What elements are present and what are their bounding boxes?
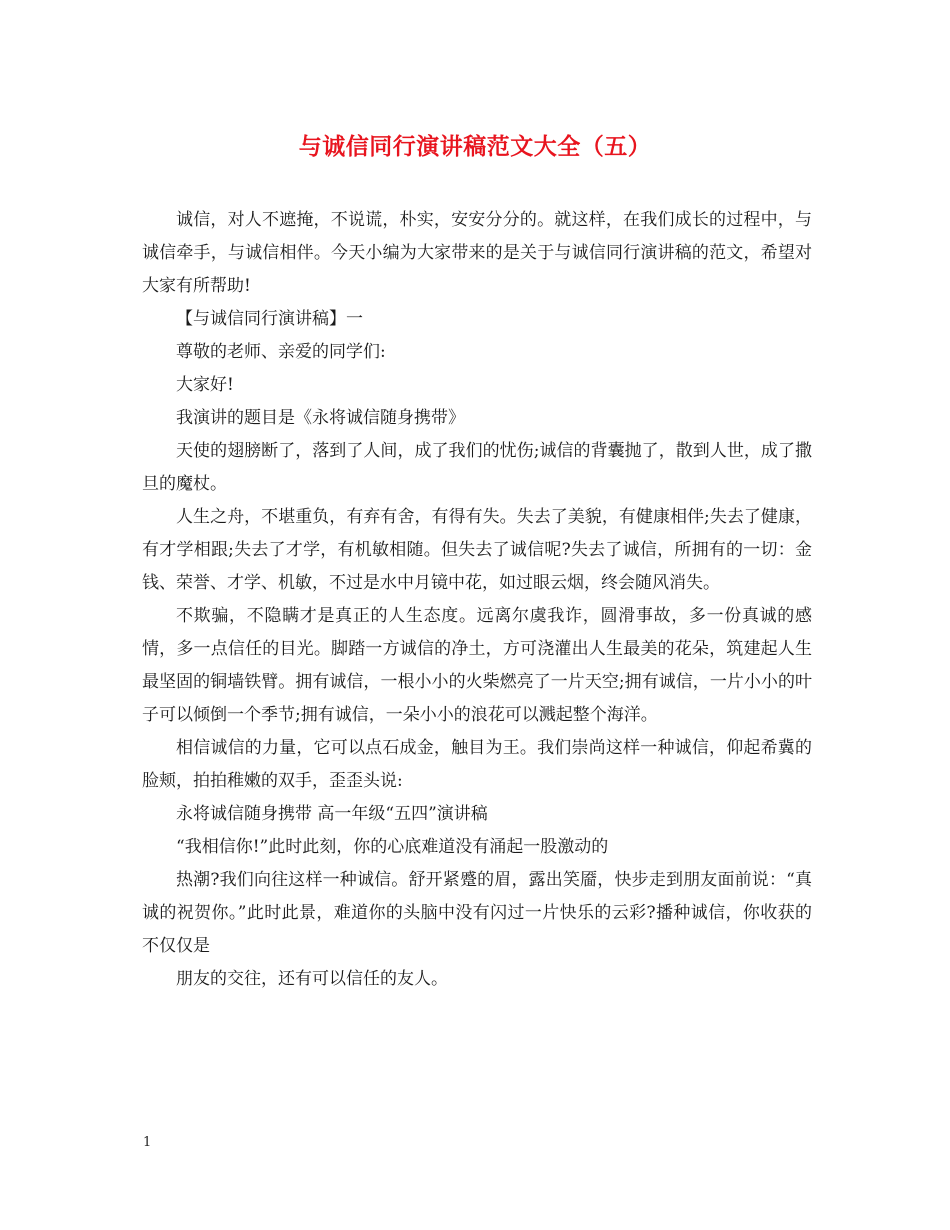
- document-body: [142, 204, 812, 996]
- paragraph-power-of-honesty: 相信诚信的力量，它可以点石成金，触目为王。我们崇尚这样一种诚信，仰起希冀的脸颊，拍拍稚嫩的双手，歪歪头说:: [142, 738, 812, 791]
- paragraph-greeting: 大家好!: [176, 375, 234, 395]
- paragraph-section-heading: 【与诚信同行演讲稿】一: [176, 309, 363, 329]
- page-number: 1: [143, 1135, 152, 1150]
- paragraph-salutation: 尊敬的老师、亲爱的同学们:: [176, 342, 386, 362]
- paragraph-angel-wings: 天使的翅膀断了，落到了人间，成了我们的忧伤;诚信的背囊抛了，散到人世，成了撒旦的魔杖。: [142, 441, 812, 494]
- paragraph-life-boat: 人生之舟，不堪重负，有弃有舍，有得有失。失去了美貌，有健康相伴;失去了健康，有才学相跟;失去了才学，有机敏相随。但失去了诚信呢?失去了诚信，所拥有的一切：金钱、荣誉、才学、机敏，不过是水中月镜中花，如过眼云烟，终会随风消失。: [142, 507, 812, 593]
- document-title: 与诚信同行演讲稿范文大全（五）: [298, 133, 652, 160]
- paragraph-friendship: 朋友的交往，还有可以信任的友人。: [176, 969, 448, 989]
- paragraph-no-deception: 不欺骗，不隐瞒才是真正的人生态度。远离尔虞我诈，圆滑事故，多一份真诚的感情，多一点信任的目光。脚踏一方诚信的净土，方可浇灌出人生最美的花朵，筑建起人生最坚固的铜墙铁臂。拥有诚信，一根小小的火柴燃亮了一片天空;拥有诚信，一片小小的叶子可以倾倒一个季节;拥有诚信，一朵小小的浪花可以溅起整个海洋。: [142, 606, 812, 725]
- paragraph-speech-topic: 我演讲的题目是《永将诚信随身携带》: [176, 408, 465, 428]
- paragraph-speech-subtitle: 永将诚信随身携带 高一年级“五四”演讲稿: [176, 804, 488, 824]
- paragraph-intro: 诚信，对人不遮掩，不说谎，朴实，安安分分的。就这样，在我们成长的过程中，与诚信牵手，与诚信相伴。今天小编为大家带来的是关于与诚信同行演讲稿的范文，希望对大家有所帮助!: [142, 210, 812, 296]
- paragraph-i-believe-you: “我相信你!”此时此刻，你的心底难道没有涌起一股激动的: [176, 837, 609, 857]
- paragraph-warm-tide: 热潮?我们向往这样一种诚信。舒开紧蹙的眉，露出笑靥，快步走到朋友面前说：“真诚的祝贺你。”此时此景，难道你的头脑中没有闪过一片快乐的云彩?播种诚信，你收获的不仅仅是: [142, 870, 812, 956]
